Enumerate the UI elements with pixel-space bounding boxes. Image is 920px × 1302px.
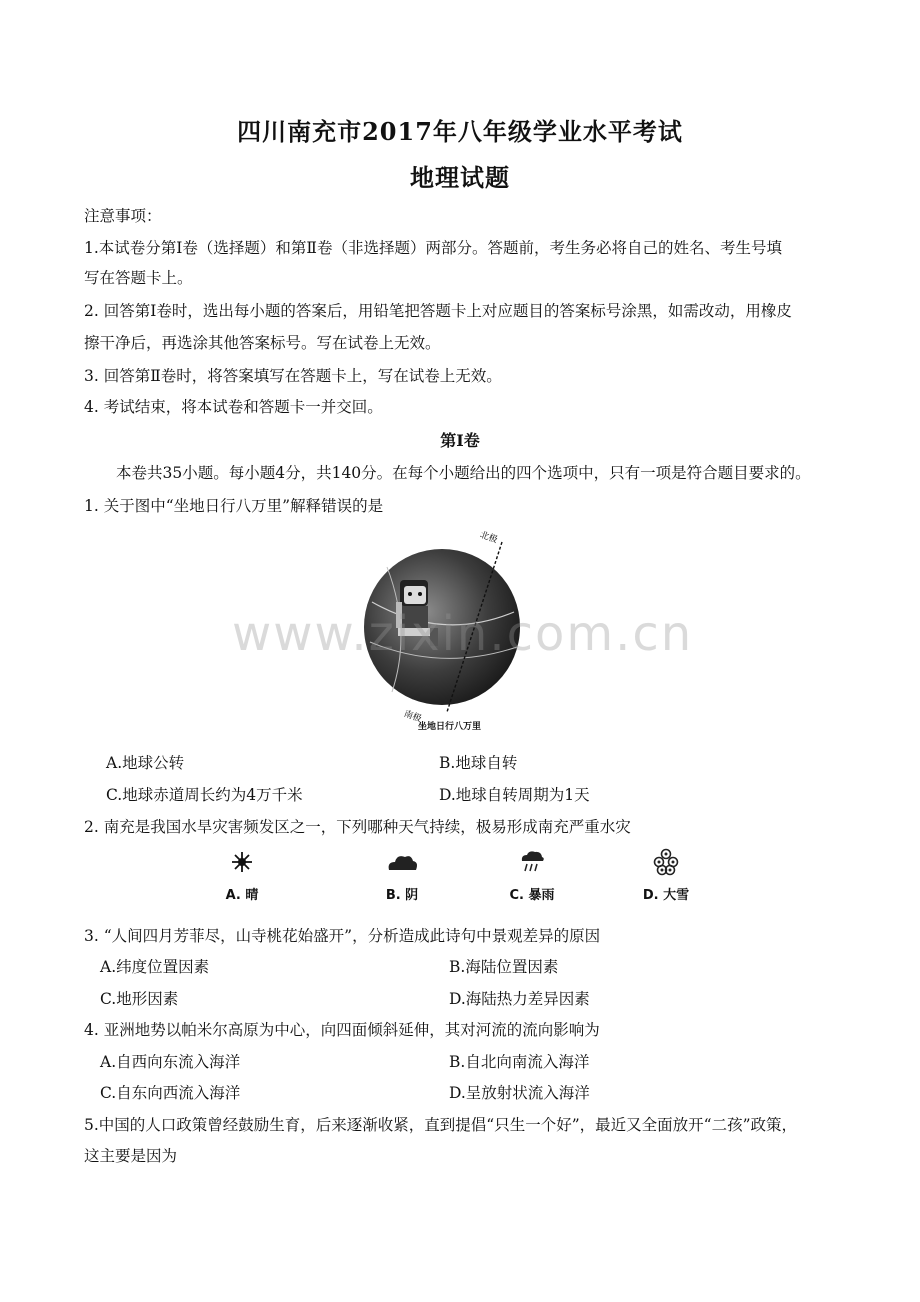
option: A.自西向东流入海洋	[100, 1053, 241, 1071]
option: D.呈放射状流入海洋	[449, 1084, 590, 1102]
option: A.纬度位置因素	[100, 958, 210, 976]
notice-line: 写在答题卡上。	[84, 269, 193, 287]
option: C.地形因素	[100, 990, 179, 1008]
weather-option-rainstorm	[472, 848, 592, 903]
option: D.地球自转周期为1天	[439, 786, 590, 804]
option: B.地球自转	[439, 754, 518, 772]
weather-label: B. 阴	[385, 888, 419, 903]
notice-line: 1.本试卷分第Ⅰ卷（选择题）和第Ⅱ卷（非选择题）两部分。答题前，考生务必将自己的姓名、考生号填	[84, 239, 782, 257]
notice-heading: 注意事项：	[84, 207, 162, 225]
south-pole-label: 南极	[402, 709, 423, 725]
figure-caption: 坐地日行八万里	[418, 722, 482, 732]
option: C.地球赤道周长约为4万千米	[106, 786, 303, 804]
cloud-icon	[385, 852, 419, 872]
notice-line: 3. 回答第Ⅱ卷时，将答案填写在答题卡上，写在试卷上无效。	[84, 367, 502, 385]
option: B.海陆位置因素	[449, 958, 559, 976]
weather-label: A. 晴	[225, 888, 259, 903]
sun-icon	[230, 850, 254, 874]
watermark: www.zixin.com.cn	[232, 606, 694, 662]
rainstorm-icon	[519, 849, 545, 875]
section-title: 第Ⅰ卷	[440, 431, 480, 450]
notice-line: 2. 回答第Ⅰ卷时，选出每小题的答案后，用铅笔把答题卡上对应题目的答案标号涂黑，如需改动，用橡皮	[84, 302, 792, 320]
weather-label: C. 暴雨	[509, 888, 555, 903]
section-intro: 本卷共35小题。每小题4分，共140分。在每个小题给出的四个选项中，只有一项是符合题目要求的。	[116, 464, 811, 482]
weather-option-heavy-snow	[606, 848, 726, 903]
question-3-stem: 3. “人间四月芳菲尽，山寺桃花始盛开”，分析造成此诗句中景观差异的原因	[84, 927, 601, 945]
question-5-stem: 这主要是因为	[84, 1147, 178, 1165]
snow-icon	[651, 848, 681, 876]
north-pole-label: 北极	[478, 530, 499, 546]
weather-option-sunny	[182, 848, 302, 903]
question-1-stem: 1. 关于图中“坐地日行八万里”解释错误的是	[84, 497, 384, 515]
option: C.自东向西流入海洋	[100, 1084, 241, 1102]
option: D.海陆热力差异因素	[449, 990, 590, 1008]
question-4-stem: 4. 亚洲地势以帕米尔高原为中心，向四面倾斜延伸，其对河流的流向影响为	[84, 1021, 600, 1039]
weather-label: D. 大雪	[642, 888, 690, 903]
page-subtitle: 地理试题	[410, 163, 510, 192]
notice-line: 4. 考试结束，将本试卷和答题卡一并交回。	[84, 398, 383, 416]
notice-line: 擦干净后，再选涂其他答案标号。写在试卷上无效。	[84, 334, 441, 352]
option: A.地球公转	[106, 754, 185, 772]
question-2-stem: 2. 南充是我国水旱灾害频发区之一，下列哪种天气持续，极易形成南充严重水灾	[84, 818, 631, 836]
weather-option-cloudy	[342, 848, 462, 903]
page-title: 四川南充市2017年八年级学业水平考试	[237, 117, 683, 146]
option: B.自北向南流入海洋	[449, 1053, 590, 1071]
question-5-stem: 5.中国的人口政策曾经鼓励生育，后来逐渐收紧，直到提倡“只生一个好”，最近又全面放开“二孩”政策，	[84, 1116, 797, 1134]
